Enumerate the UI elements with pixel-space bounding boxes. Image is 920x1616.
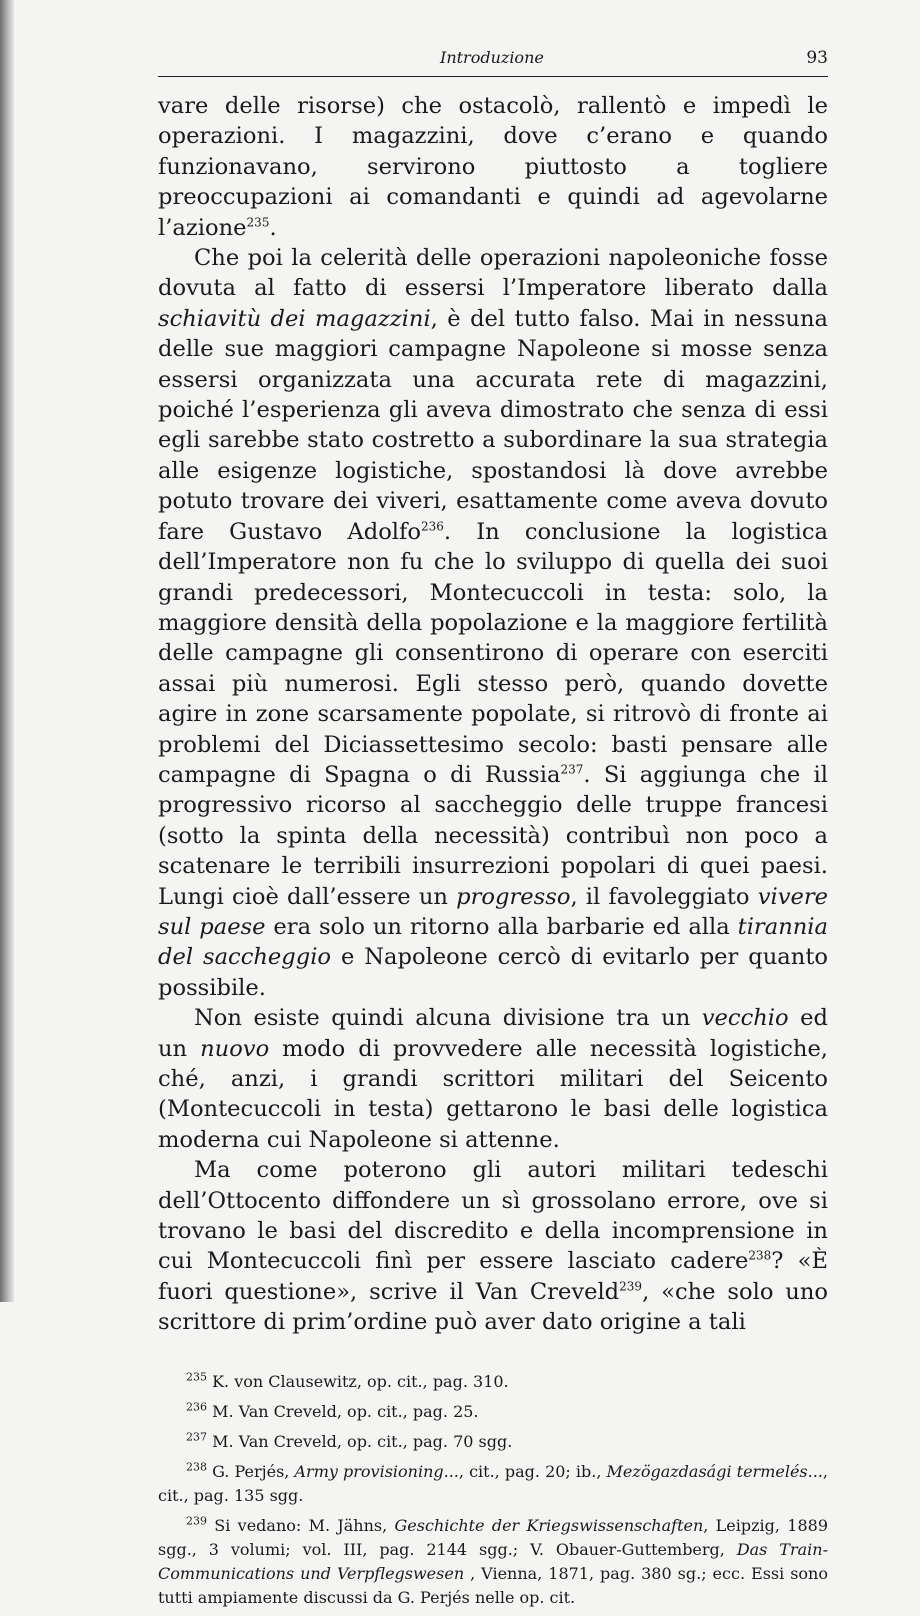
text-run: era solo un ritorno alla barbarie ed alla	[265, 913, 738, 940]
page-header	[158, 48, 828, 77]
text-run: , «che solo uno scrittore di prim’ordine può aver dato origine a tali	[158, 1278, 829, 1336]
footnote	[158, 1514, 828, 1610]
text-run: e Napoleone cercò di evitarlo per quanto possibile.	[158, 944, 829, 1001]
text-run: ? «È fuori questione», scrive il Van Creveld	[158, 1248, 828, 1305]
body-text	[158, 91, 828, 1338]
italic-text: nuovo	[200, 1035, 270, 1062]
running-head: Introduzione	[440, 48, 544, 67]
footnote-marker: 238	[748, 1248, 772, 1263]
text-run: , cit., pag. 135 sgg.	[158, 1461, 828, 1505]
text-run: G. Perjés,	[207, 1461, 295, 1481]
text-run: , cit., pag. 20; ib.,	[458, 1461, 607, 1481]
text-run: Ma come poterono gli autori militari tedeschi dell’Ottocento diffondere un sì grossolano errore, ove si trovano le basi del discredito e della incomprensione in cui Montecuccoli finì per essere lasciato cadere	[158, 1157, 828, 1275]
text-run: M. Van Creveld, op. cit., pag. 70 sgg.	[207, 1431, 513, 1451]
italic-text: schiavitù dei magazzini	[158, 305, 431, 332]
paragraph	[158, 1155, 828, 1337]
text-run: , Leipzig, 1889 sgg., 3 volumi; vol. III, pag. 2144 sgg.; V. Obauer-Guttemberg,	[158, 1515, 829, 1559]
text-run: .	[269, 214, 277, 241]
footnote-marker: 237	[560, 762, 584, 777]
footnote-marker: 237	[186, 1430, 207, 1444]
paragraph	[158, 1003, 828, 1155]
paragraph	[158, 91, 828, 243]
footnote-marker: 239	[619, 1279, 643, 1294]
text-run: , Vienna, 1871, pag. 380 sg.; ecc. Essi sono tutti ampiamente discussi da G. Perjés nelle op. cit.	[158, 1563, 828, 1607]
text-run: vare delle risorse) che ostacolò, rallentò e impedì le operazioni. I magazzini, dove c’erano e quando funzionavano, servirono piuttosto a togliere preoccupazioni ai comandanti e quindi ad agevolarne l’azione	[158, 93, 828, 241]
text-run: Che poi la celerità delle operazioni napoleoniche fosse dovuta al fatto di essersi l’Imperatore liberato dalla	[158, 245, 828, 302]
italic-text: vivere sul paese	[158, 883, 829, 940]
footnote-marker: 235	[246, 215, 270, 230]
italic-text: Mezögazdasági termelés...	[606, 1461, 823, 1481]
text-run: , è del tutto falso. Mai in nessuna delle sue maggiori campagne Napoleone si mosse senza essersi organizzata una accurata rete di magazzini, poiché l’esperienza gli aveva dimostrato che senza di essi egli sarebbe stato costretto a subordinare la sua strategia alle esigenze logistiche, spostandosi là dove avrebbe potuto trovare dei viveri, esattamente come aveva dovuto fare Gustavo Adolfo	[158, 305, 828, 545]
italic-text: vecchio	[701, 1005, 789, 1032]
text-run: . Si aggiunga che il progressivo ricorso al saccheggio delle truppe francesi (sotto la spinta della necessità) contribuì non poco a scatenare le terribili insurrezioni popolari di quei paesi. Lungi cioè dall’essere un	[158, 761, 828, 910]
italic-text: Geschichte der Kriegswissenschaften	[394, 1515, 704, 1535]
paragraph	[158, 243, 828, 1003]
footnote	[158, 1400, 828, 1424]
italic-text: progresso	[456, 883, 571, 910]
footnote-marker: 238	[186, 1460, 207, 1474]
footnote	[158, 1370, 828, 1394]
footnote-marker: 235	[186, 1370, 207, 1384]
text-run: , il favoleggiato	[570, 883, 758, 910]
text-run: ed un	[158, 1005, 828, 1062]
italic-text: Das Train-Communications und Verpflegswesen	[158, 1539, 828, 1583]
footnote-marker: 236	[421, 519, 444, 534]
text-run: modo di provvedere alle necessità logistiche, ché, anzi, i grandi scrittori militari del Seicento (Montecuccoli in testa) gettarono le basi delle logistica moderna cui Napoleone si attenne.	[158, 1035, 828, 1153]
footnote	[158, 1460, 828, 1508]
text-run: M. Van Creveld, op. cit., pag. 25.	[207, 1401, 479, 1421]
text-run: Non esiste quindi alcuna divisione tra un	[194, 1005, 702, 1032]
italic-text: Army provisioning...	[294, 1461, 459, 1481]
footnote	[158, 1430, 828, 1454]
footnotes	[158, 1370, 828, 1610]
book-page	[158, 48, 828, 1616]
page-number: 93	[806, 48, 828, 68]
footnote-marker: 239	[186, 1514, 207, 1528]
book-spine-shadow	[0, 0, 14, 1302]
text-run: . In conclusione la logistica dell’Imperatore non fu che lo sviluppo di quella dei suoi grandi predecessori, Montecuccoli in testa: solo, la maggiore densità della popolazione e la maggiore fertilità delle campagne gli consentirono di operare con eserciti assai più numerosi. Egli stesso però, quando dovette agire in zone scarsamente popolate, si ritrovò di fronte ai problemi del Diciassettesimo secolo: basti pensare alle campagne di Spagna o di Russia	[158, 518, 828, 788]
text-run: Si vedano: M. Jähns,	[207, 1515, 395, 1535]
italic-text: tirannia del saccheggio	[158, 913, 828, 971]
text-run: K. von Clausewitz, op. cit., pag. 310.	[207, 1371, 509, 1391]
footnote-marker: 236	[186, 1400, 207, 1414]
